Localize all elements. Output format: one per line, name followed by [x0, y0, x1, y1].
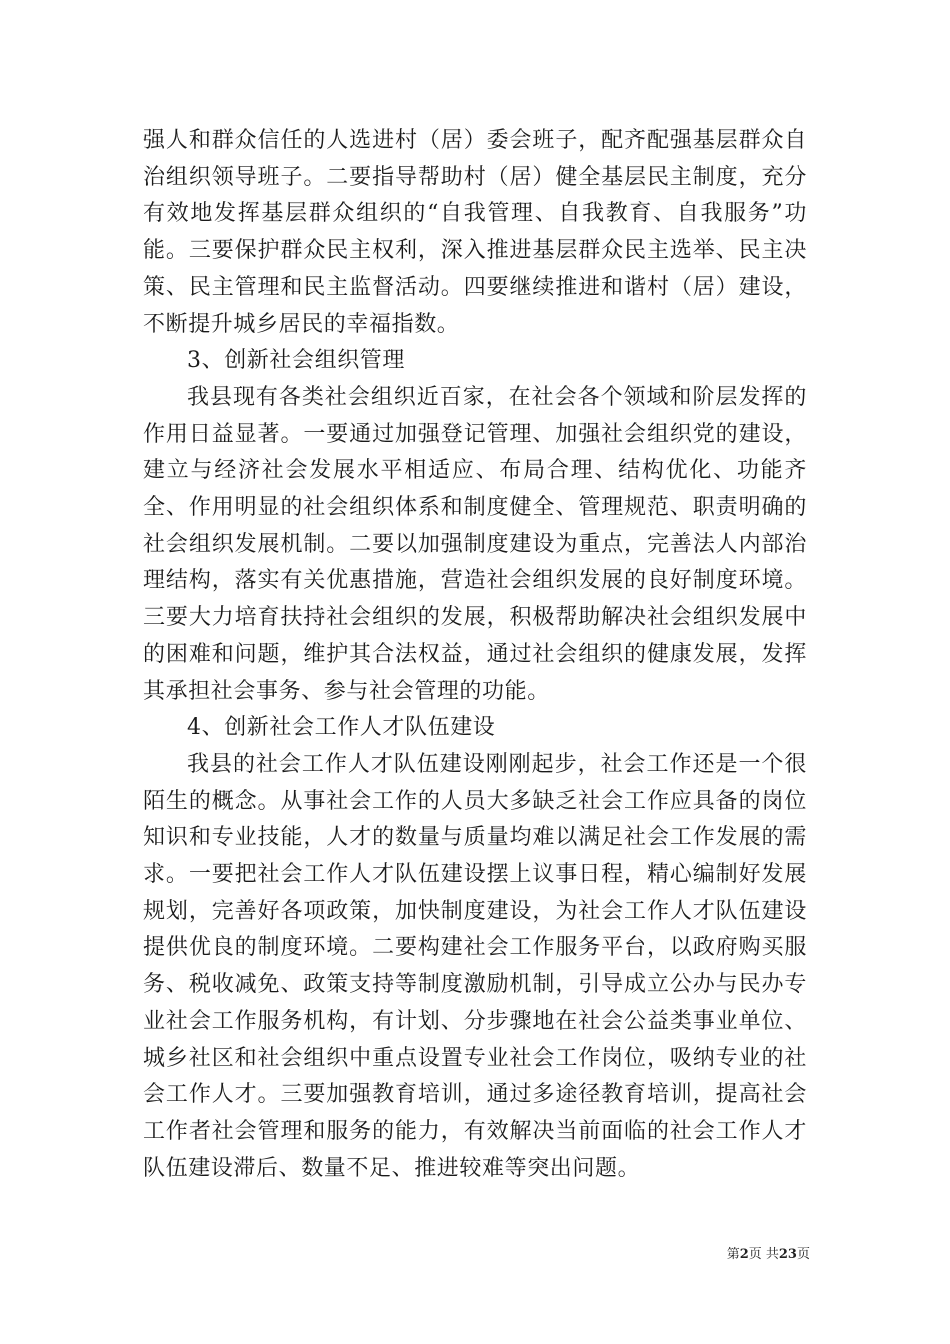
paragraph-social-work-talent: 我县的社会工作人才队伍建设刚刚起步，社会工作还是一个很陌生的概念。从事社会工作的人员大多缺乏社会工作应具备的岗位知识和专业技能，人才的数量与质量均难以满足社会工作发展的需求。一要把社会工作人才队伍建设摆上议事日程，精心编制好发展规划，完善好各项政策，加快制度建设，为社会工作人才队伍建设提供优良的制度环境。二要构建社会工作服务平台，以政府购买服务、税收减免、政策支持等制度激励机制，引导成立公办与民办专业社会工作服务机构，有计划、分步骤地在社会公益类事业单位、城乡社区和社会组织中重点设置专业社会工作岗位，吸纳专业的社会工作人才。三要加强教育培训，通过多途径教育培训，提高社会工作者社会管理和服务的能力，有效解决当前面临的社会工作人才队伍建设滞后、数量不足、推进较难等突出问题。: [143, 751, 807, 1181]
footer-middle: 页 共: [748, 1247, 779, 1262]
section-heading-4: 4、创新社会工作人才队伍建设: [187, 715, 496, 741]
footer-total-pages: 23: [778, 1247, 797, 1262]
paragraph-social-organizations: 我县现有各类社会组织近百家，在社会各个领域和阶层发挥的作用日益显著。一要通过加强登记管理、加强社会组织党的建设，建立与经济社会发展水平相适应、布局合理、结构优化、功能齐全、作用明显的社会组织体系和制度健全、管理规范、职责明确的社会组织发展机制。二要以加强制度建设为重点，完善法人内部治理结构，落实有关优惠措施，营造社会组织发展的良好制度环境。三要大力培育扶持社会组织的发展，积极帮助解决社会组织发展中的困难和问题，维护其合法权益，通过社会组织的健康发展，发挥其承担社会事务、参与社会管理的功能。: [143, 384, 807, 704]
footer-prefix: 第: [726, 1247, 740, 1262]
footer-suffix: 页: [796, 1247, 810, 1262]
page-footer: [700, 1246, 810, 1264]
footer-current-page: 2: [739, 1247, 749, 1262]
paragraph-continuation: 强人和群众信任的人选进村（居）委会班子，配齐配强基层群众自治组织领导班子。二要指导帮助村（居）健全基层民主制度，充分有效地发挥基层群众组织的“自我管理、自我教育、自我服务”功能。三要保护群众民主权利，深入推进基层群众民主选举、民主决策、民主管理和民主监督活动。四要继续推进和谐村（居）建设，不断提升城乡居民的幸福指数。: [143, 128, 807, 337]
document-body: [143, 123, 807, 1187]
section-heading-3: 3、创新社会组织管理: [187, 348, 405, 374]
